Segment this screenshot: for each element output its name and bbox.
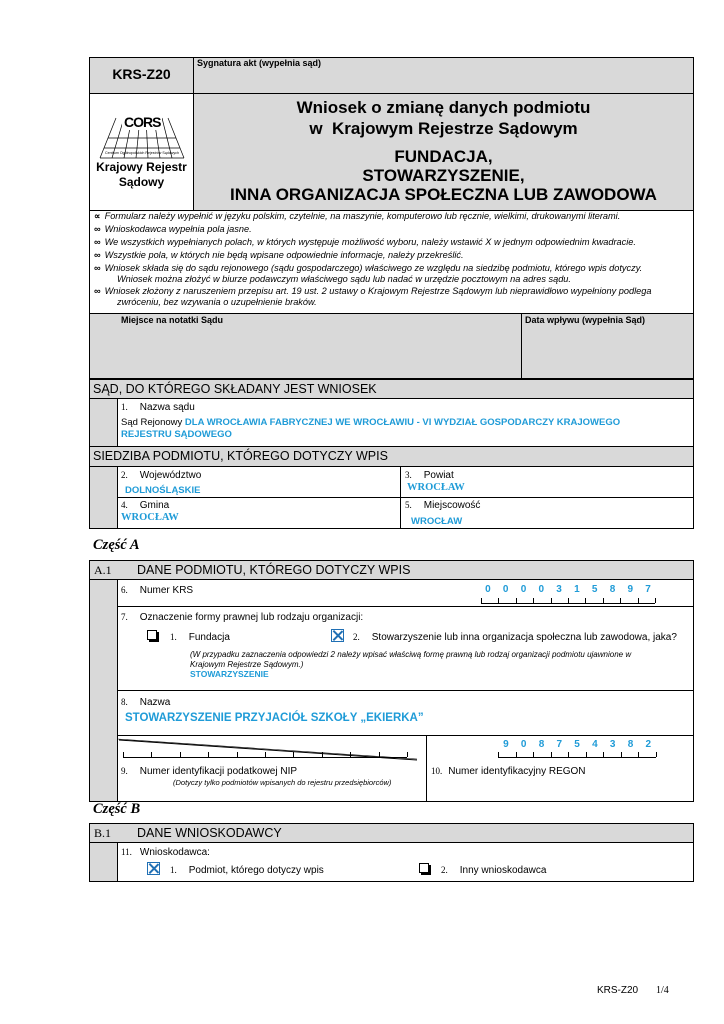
regon-digit: 4 xyxy=(592,739,598,750)
logo-caption: Centrum Ogólnopolskich Rejestrów Sądowych xyxy=(105,151,179,155)
regon-digit: 3 xyxy=(609,739,616,750)
krs-digit: 1 xyxy=(574,584,580,595)
page-number: 1/4 xyxy=(656,985,669,996)
instruction-5-cont: Wniosek można złożyć w biurze podawczym właściwego sądu lub nadać w urzędzie pocztowym na adres sądu. xyxy=(117,274,571,284)
krs-digit: 7 xyxy=(645,584,651,595)
divider xyxy=(426,735,427,802)
krs-number-value xyxy=(479,584,657,595)
bullet-icon: ∝ xyxy=(94,211,101,221)
court-left-margin xyxy=(90,399,117,447)
part-a-heading: Część A xyxy=(93,537,140,553)
part-a-code: A.1 xyxy=(94,563,112,577)
bullet-icon: ∞ xyxy=(94,250,101,260)
krs-digit: 8 xyxy=(609,584,616,595)
part-a-left-margin xyxy=(90,580,117,801)
nip-crossed-out xyxy=(117,736,427,762)
court-section-title: SĄD, DO KTÓREGO SKŁADANY JEST WNIOSEK xyxy=(93,382,377,396)
regon-field[interactable]: 10. Numer identyfikacyjny REGON xyxy=(431,766,586,777)
court-notes-label: Miejsce na notatki Sądu xyxy=(121,315,224,325)
registry-line-2: Sądowy xyxy=(118,175,165,189)
instruction-6: ∞ Wniosek złożony z naruszeniem przepisu art. 19 ust. 2 ustawy o Krajowym Rejestrze Sądowym lub nieprawidłowo wypełniony podlega xyxy=(94,286,652,296)
registry-line-1: Krajowy Rejestr xyxy=(96,160,187,174)
krs-digit: 0 xyxy=(520,584,527,595)
divider xyxy=(117,842,118,882)
applicant-entity-option[interactable]: 1. Podmiot, którego dotyczy wpis xyxy=(170,865,324,876)
legal-form-field: 7. Oznaczenie formy prawnej lub rodzaju organizacji: xyxy=(121,612,364,623)
footer-form-code: KRS-Z20 xyxy=(597,985,639,996)
association-option[interactable]: 2. Stowarzyszenie lub inna organizacja społeczna lub zawodowa, jaka? xyxy=(353,632,677,643)
locality-field[interactable]: 5. Miejscowość xyxy=(405,500,481,511)
divider xyxy=(89,579,694,580)
regon-digit: 8 xyxy=(538,739,545,750)
regon-digit: 5 xyxy=(574,739,580,750)
regon-digit: 0 xyxy=(520,739,527,750)
nip-comb xyxy=(123,751,407,758)
logo-text: CORS xyxy=(124,114,161,130)
receipt-date-label: Data wpływu (wypełnia Sąd) xyxy=(525,315,646,325)
regon-digit: 8 xyxy=(627,739,634,750)
part-b-left-margin xyxy=(90,843,117,881)
name-value: STOWARZYSZENIE PRZYJACIÓŁ SZKOŁY „EKIERKA” xyxy=(125,712,424,724)
county-value: WROCŁAW xyxy=(407,482,465,493)
divider xyxy=(89,398,694,399)
instruction-4: ∞ Wszystkie pola, w których nie będą wpisane odpowiednie informacje, należy przekreślić. xyxy=(94,250,464,260)
bullet-icon: ∞ xyxy=(94,237,101,247)
instruction-5: ∞ Wniosek składa się do sądu rejonowego (sądu gospodarczego) właściwego ze względu na siedzibę podmiotu, którego wpis dotyczy. xyxy=(94,263,643,273)
voivodeship-field[interactable]: 2. Województwo xyxy=(121,470,202,481)
association-checkbox[interactable] xyxy=(331,629,344,642)
krs-number-comb xyxy=(481,597,655,604)
krs-digit: 9 xyxy=(627,584,634,595)
signature-label: Sygnatura akt (wypełnia sąd) xyxy=(197,58,322,68)
bullet-icon: ∞ xyxy=(94,224,101,234)
divider xyxy=(117,497,694,498)
krs-digit: 0 xyxy=(502,584,509,595)
commune-field[interactable]: 4. Gmina xyxy=(121,500,170,511)
bullet-icon: ∞ xyxy=(94,286,101,296)
form-title-1: Wniosek o zmianę danych podmiotu xyxy=(296,98,591,117)
name-field[interactable]: 8. Nazwa xyxy=(121,697,171,708)
divider xyxy=(117,606,694,607)
divider xyxy=(117,398,118,446)
form-subtitle-3: INNA ORGANIZACJA SPOŁECZNA LUB ZAWODOWA xyxy=(230,185,657,204)
form-subtitle-2: STOWARZYSZENIE, xyxy=(362,166,525,185)
applicant-entity-checkbox[interactable] xyxy=(147,862,160,875)
divider xyxy=(117,690,694,691)
nip-field[interactable]: 9. Numer identyfikacji podatkowej NIP xyxy=(121,766,298,777)
instruction-3: ∞ We wszystkich wypełnianych polach, w których występuje możliwość wyboru, należy wstawić X w jednym odpowiednim kwadracie. xyxy=(94,237,636,247)
county-field[interactable]: 3. Powiat xyxy=(405,470,454,481)
locality-value: WROCŁAW xyxy=(411,516,463,527)
regon-digit: 9 xyxy=(503,739,509,750)
court-name-value: Sąd Rejonowy DLA WROCŁAWIA FABRYCZNEJ WE WROCŁAWIU - VI WYDZIAŁ GOSPODARCZY KRAJOWEGO xyxy=(121,417,621,428)
form-code: KRS-Z20 xyxy=(112,66,171,82)
other-applicant-checkbox[interactable] xyxy=(419,863,429,873)
krs-digit: 3 xyxy=(556,584,562,595)
krs-digit: 5 xyxy=(591,584,598,595)
seat-section-title: SIEDZIBA PODMIOTU, KTÓREGO DOTYCZY WPIS xyxy=(93,449,388,463)
part-a-title: DANE PODMIOTU, KTÓREGO DOTYCZY WPIS xyxy=(137,563,411,577)
krs-digit: 0 xyxy=(538,584,545,595)
association-type-value: STOWARZYSZENIE xyxy=(190,669,269,679)
regon-digit: 7 xyxy=(556,739,563,750)
other-applicant-option[interactable]: 2. Inny wnioskodawca xyxy=(441,865,547,876)
form-subtitle-1: FUNDACJA, xyxy=(394,147,493,166)
court-name-field[interactable]: 1. Nazwa sądu xyxy=(121,402,195,413)
regon-comb xyxy=(498,751,656,758)
bullet-icon: ∞ xyxy=(94,263,101,273)
court-name-value-2: REJESTRU SĄDOWEGO xyxy=(121,429,232,440)
association-note: (W przypadku zaznaczenia odpowiedzi 2 należy wpisać właściwą formę prawną lub rodzaj organizacji podmiotu ujawnione w xyxy=(190,650,632,659)
nip-note: (Dotyczy tylko podmiotów wpisanych do rejestru przedsiębiorców) xyxy=(173,778,392,787)
divider xyxy=(89,466,694,467)
applicant-field: 11. Wnioskodawca: xyxy=(121,847,210,858)
instruction-2: ∞ Wnioskodawca wypełnia pola jasne. xyxy=(94,224,252,234)
part-b-code: B.1 xyxy=(94,826,112,840)
regon-digit: 2 xyxy=(645,739,652,750)
instruction-6-cont: zwróceniu, bez wzywania o uzupełnienie braków. xyxy=(117,297,317,307)
regon-value xyxy=(497,739,657,750)
krs-number-field[interactable]: 6. Numer KRS xyxy=(121,585,194,596)
instruction-1: ∝ Formularz należy wypełnić w języku polskim, czytelnie, na maszynie, komputerowo lub ręcznie, wielkimi, drukowanymi literami. xyxy=(94,211,621,221)
seat-left-margin xyxy=(90,467,117,528)
part-b-title: DANE WNIOSKODAWCY xyxy=(137,826,282,840)
divider xyxy=(89,842,694,843)
form-title-2: w Krajowym Rejestrze Sądowym xyxy=(309,119,578,138)
krs-digit: 0 xyxy=(485,584,491,595)
voivodeship-value: DOLNOŚLĄSKIE xyxy=(125,485,201,496)
association-note-2: Krajowym Rejestrze Sądowym.) xyxy=(190,660,304,669)
foundation-checkbox[interactable] xyxy=(147,630,157,640)
part-b-heading: Część B xyxy=(93,801,141,817)
commune-value: WROCŁAW xyxy=(121,512,179,523)
divider xyxy=(521,313,522,379)
foundation-option[interactable]: 1. Fundacja xyxy=(170,632,230,643)
